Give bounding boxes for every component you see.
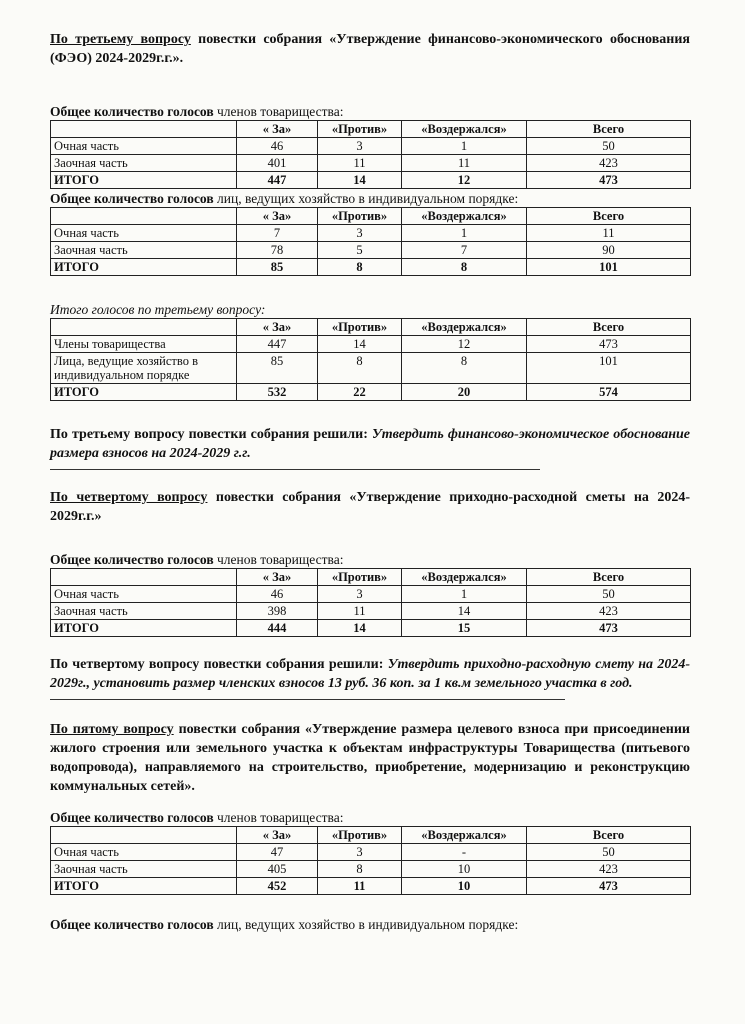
- table-cell: 473: [527, 172, 691, 189]
- column-header: «Против»: [318, 569, 402, 586]
- total-row: [51, 259, 691, 276]
- q3-members-table: [50, 120, 691, 189]
- table-cell: 3: [318, 844, 402, 861]
- caption-text: членов товарищества:: [213, 104, 344, 119]
- total-row: [51, 878, 691, 895]
- table-cell: 574: [527, 384, 691, 401]
- caption-bold: Общее количество голосов: [50, 104, 214, 119]
- column-header: [51, 121, 237, 138]
- table-header-row: [51, 208, 691, 225]
- table-cell: 444: [237, 620, 318, 637]
- q3-members-caption: [50, 104, 690, 120]
- table-cell: 10: [402, 861, 527, 878]
- row-label: Заочная часть: [51, 603, 237, 620]
- row-label: ИТОГО: [51, 259, 237, 276]
- q4-decision: [50, 655, 690, 693]
- caption-bold: Общее количество голосов: [50, 191, 214, 206]
- column-header: «Против»: [318, 208, 402, 225]
- table-cell: 3: [318, 586, 402, 603]
- column-header: «Против»: [318, 827, 402, 844]
- table-cell: 11: [318, 603, 402, 620]
- caption-bold: Общее количество голосов: [50, 917, 214, 932]
- table-cell: 11: [318, 878, 402, 895]
- row-label: Заочная часть: [51, 861, 237, 878]
- table-cell: 47: [237, 844, 318, 861]
- table-cell: 50: [527, 138, 691, 155]
- total-row: [51, 172, 691, 189]
- table-cell: -: [402, 844, 527, 861]
- table-cell: 90: [527, 242, 691, 259]
- divider: [50, 699, 565, 700]
- column-header: Всего: [527, 319, 691, 336]
- q4-members-caption: [50, 552, 690, 568]
- column-header: [51, 319, 237, 336]
- column-header: « За»: [237, 319, 318, 336]
- decision-lead: По третьему вопросу повестки собрания решили:: [50, 427, 372, 442]
- row-label: Очная часть: [51, 225, 237, 242]
- table-cell: 8: [402, 353, 527, 384]
- column-header: « За»: [237, 121, 318, 138]
- table-cell: 423: [527, 603, 691, 620]
- q3-summary-table: [50, 318, 691, 401]
- table-cell: 7: [237, 225, 318, 242]
- table-cell: 447: [237, 336, 318, 353]
- table-cell: 447: [237, 172, 318, 189]
- divider: [50, 469, 540, 470]
- table-cell: 405: [237, 861, 318, 878]
- caption-bold: Общее количество голосов: [50, 552, 214, 567]
- table-row: [51, 844, 691, 861]
- table-cell: 3: [318, 225, 402, 242]
- table-row: [51, 336, 691, 353]
- q3-decision: [50, 425, 690, 463]
- decision-lead: По четвертому вопросу повестки собрания решили:: [50, 657, 388, 672]
- caption-text: лиц, ведущих хозяйство в индивидуальном порядке:: [213, 191, 519, 206]
- table-cell: 8: [318, 353, 402, 384]
- table-cell: 14: [402, 603, 527, 620]
- column-header: Всего: [527, 827, 691, 844]
- table-cell: 10: [402, 878, 527, 895]
- row-label: Очная часть: [51, 138, 237, 155]
- column-header: Всего: [527, 208, 691, 225]
- table-cell: 1: [402, 225, 527, 242]
- table-cell: 101: [527, 259, 691, 276]
- column-header: «Воздержался»: [402, 569, 527, 586]
- decision-text: Утвердить финансово-экономическое обоснование размера взносов на 2024-2029 г.г.: [50, 427, 690, 461]
- caption-bold: Общее количество голосов: [50, 810, 214, 825]
- table-cell: 11: [527, 225, 691, 242]
- q5-members-caption: [50, 810, 690, 826]
- table-row: [51, 353, 691, 384]
- column-header: [51, 569, 237, 586]
- q4-heading: [50, 488, 690, 526]
- q5-heading: [50, 720, 690, 796]
- column-header: [51, 827, 237, 844]
- table-cell: 14: [318, 620, 402, 637]
- column-header: «Воздержался»: [402, 319, 527, 336]
- caption-text: членов товарищества:: [213, 810, 344, 825]
- table-cell: 11: [402, 155, 527, 172]
- table-cell: 1: [402, 138, 527, 155]
- row-label: ИТОГО: [51, 172, 237, 189]
- table-cell: 46: [237, 586, 318, 603]
- row-label: Заочная часть: [51, 155, 237, 172]
- table-cell: 7: [402, 242, 527, 259]
- table-cell: 14: [318, 336, 402, 353]
- table-cell: 532: [237, 384, 318, 401]
- table-cell: 423: [527, 861, 691, 878]
- table-row: [51, 138, 691, 155]
- total-row: [51, 384, 691, 401]
- table-row: [51, 586, 691, 603]
- table-cell: 46: [237, 138, 318, 155]
- table-cell: 85: [237, 353, 318, 384]
- q3-summary-caption: Итого голосов по третьему вопросу:: [50, 302, 266, 317]
- row-label: ИТОГО: [51, 620, 237, 637]
- row-label: Очная часть: [51, 586, 237, 603]
- q4-members-table: [50, 568, 691, 637]
- table-cell: 452: [237, 878, 318, 895]
- column-header: « За»: [237, 208, 318, 225]
- q3-individuals-caption: [50, 191, 690, 207]
- table-cell: 473: [527, 878, 691, 895]
- column-header: «Воздержался»: [402, 208, 527, 225]
- table-cell: 14: [318, 172, 402, 189]
- table-cell: 473: [527, 620, 691, 637]
- q3-individuals-table: [50, 207, 691, 276]
- column-header: Всего: [527, 121, 691, 138]
- column-header: Всего: [527, 569, 691, 586]
- table-row: [51, 242, 691, 259]
- q5-heading-prefix: По пятому вопросу: [50, 722, 174, 737]
- column-header: « За»: [237, 827, 318, 844]
- row-label: ИТОГО: [51, 384, 237, 401]
- table-cell: 101: [527, 353, 691, 384]
- row-label: Очная часть: [51, 844, 237, 861]
- table-cell: 423: [527, 155, 691, 172]
- table-cell: 12: [402, 336, 527, 353]
- table-header-row: [51, 319, 691, 336]
- table-cell: 8: [318, 861, 402, 878]
- table-row: [51, 861, 691, 878]
- table-header-row: [51, 827, 691, 844]
- column-header: «Против»: [318, 319, 402, 336]
- caption-text: членов товарищества:: [213, 552, 344, 567]
- table-cell: 78: [237, 242, 318, 259]
- row-label: Заочная часть: [51, 242, 237, 259]
- table-cell: 8: [318, 259, 402, 276]
- table-row: [51, 603, 691, 620]
- q5-heading-text: повестки собрания «Утверждение размера целевого взноса при присоединении жилого строения или земельного участка к объектам инфраструктуры Товарищества (питьевого водопровода), направляемого на строительство, приобретение, модернизацию и реконструкцию коммунальных сетей».: [50, 722, 690, 794]
- table-row: [51, 155, 691, 172]
- total-row: [51, 620, 691, 637]
- q3-heading: [50, 30, 690, 68]
- table-cell: 1: [402, 586, 527, 603]
- table-cell: 15: [402, 620, 527, 637]
- q3-heading-text: повестки собрания «Утверждение финансово-экономического обоснования (ФЭО) 2024-2029г.г.».: [50, 32, 690, 66]
- q5-members-table: [50, 826, 691, 895]
- table-cell: 401: [237, 155, 318, 172]
- q3-heading-prefix: По третьему вопросу: [50, 32, 191, 47]
- table-cell: 22: [318, 384, 402, 401]
- table-cell: 473: [527, 336, 691, 353]
- table-header-row: [51, 121, 691, 138]
- table-header-row: [51, 569, 691, 586]
- column-header: [51, 208, 237, 225]
- table-cell: 85: [237, 259, 318, 276]
- document-page: [50, 30, 690, 933]
- table-cell: 8: [402, 259, 527, 276]
- row-label: ИТОГО: [51, 878, 237, 895]
- q4-heading-prefix: По четвертому вопросу: [50, 490, 208, 505]
- q4-heading-text: повестки собрания «Утверждение приходно-расходной сметы на 2024-2029г.г.»: [50, 490, 690, 524]
- decision-text: Утвердить приходно-расходную смету на 2024-2029г., установить размер членских взносов 13 руб. 36 коп. за 1 кв.м земельного участка в год.: [50, 657, 690, 691]
- column-header: «Воздержался»: [402, 827, 527, 844]
- column-header: «Воздержался»: [402, 121, 527, 138]
- table-cell: 50: [527, 586, 691, 603]
- column-header: «Против»: [318, 121, 402, 138]
- table-cell: 50: [527, 844, 691, 861]
- q5-individuals-caption: [50, 917, 690, 933]
- table-cell: 20: [402, 384, 527, 401]
- row-label: Лица, ведущие хозяйство в индивидуальном порядке: [51, 353, 237, 384]
- caption-text: лиц, ведущих хозяйство в индивидуальном порядке:: [213, 917, 519, 932]
- table-cell: 5: [318, 242, 402, 259]
- table-cell: 398: [237, 603, 318, 620]
- table-cell: 11: [318, 155, 402, 172]
- table-row: [51, 225, 691, 242]
- table-cell: 3: [318, 138, 402, 155]
- column-header: « За»: [237, 569, 318, 586]
- row-label: Члены товарищества: [51, 336, 237, 353]
- table-cell: 12: [402, 172, 527, 189]
